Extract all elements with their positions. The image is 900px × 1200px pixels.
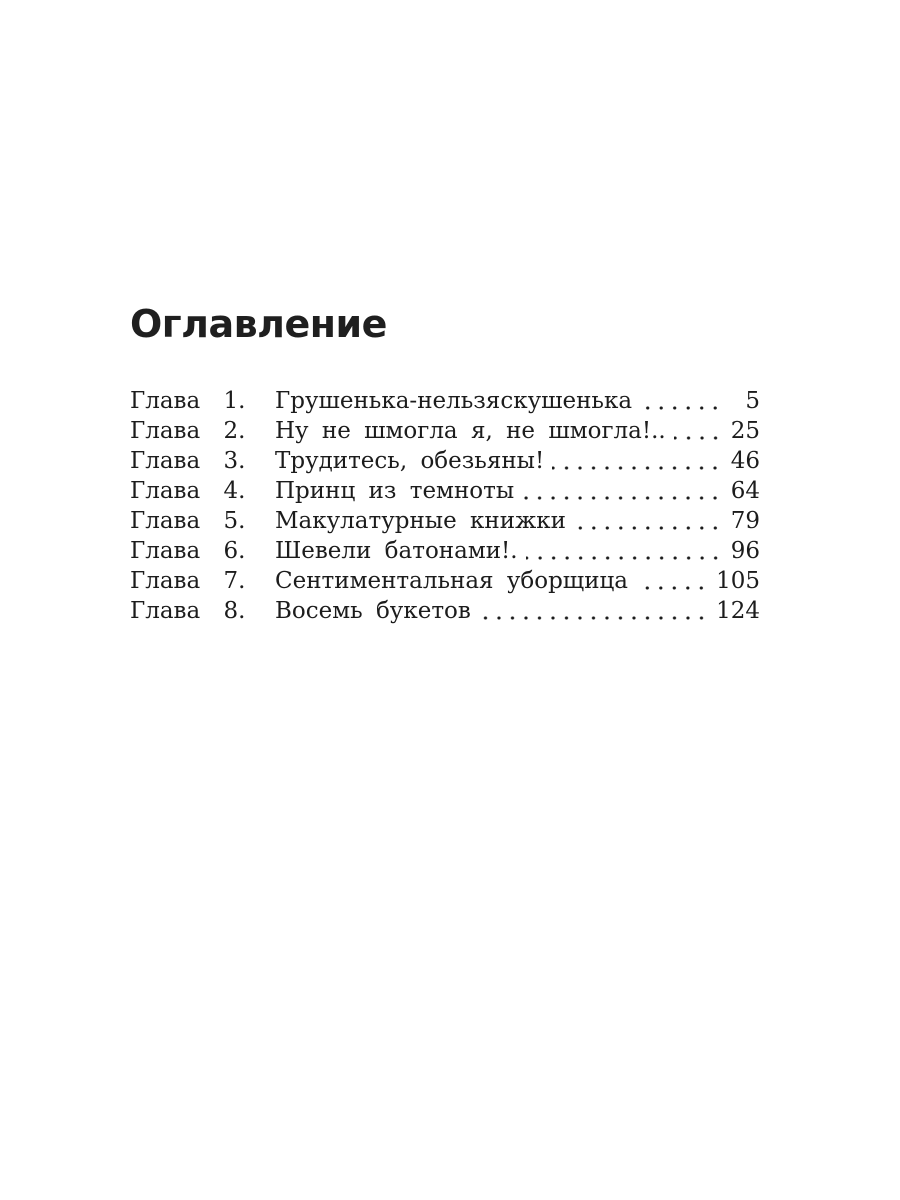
dot-leader xyxy=(640,386,726,416)
toc-entry-page: 105 xyxy=(716,568,760,594)
dot-leader xyxy=(674,416,726,446)
toc-entry-title: Грушенька-нельзяскушенька xyxy=(275,388,633,414)
toc-entry-title: Сентиментальная уборщица xyxy=(275,568,629,594)
toc-entry-page: 46 xyxy=(730,448,760,474)
toc-entry-title: Ну не шмогла я, не шмогла!.. xyxy=(275,418,666,444)
dot-leader xyxy=(552,446,726,476)
dot-leader xyxy=(479,596,712,626)
page-title: Оглавление xyxy=(130,302,387,346)
toc-entry-chapter: Глава 5. xyxy=(130,508,246,534)
toc-entry xyxy=(130,386,760,416)
toc-entry-title: Принц из темноты xyxy=(275,478,515,504)
toc-entry-page: 79 xyxy=(730,508,760,534)
toc-entry xyxy=(130,596,760,626)
toc-entry-chapter: Глава 2. xyxy=(130,418,246,444)
toc-entry-page: 96 xyxy=(730,538,760,564)
toc-entry-title: Восемь букетов xyxy=(275,598,471,624)
dot-leader xyxy=(526,536,726,566)
dot-leader xyxy=(522,476,726,506)
table-of-contents xyxy=(130,386,760,626)
toc-entry-page: 64 xyxy=(730,478,760,504)
toc-entry-page: 124 xyxy=(716,598,760,624)
toc-entry-chapter: Глава 8. xyxy=(130,598,246,624)
toc-entry-page: 5 xyxy=(745,388,760,414)
toc-entry-title: Трудитесь, обезьяны! xyxy=(275,448,545,474)
toc-entry-chapter: Глава 3. xyxy=(130,448,246,474)
toc-entry xyxy=(130,476,760,506)
toc-entry-page: 25 xyxy=(730,418,760,444)
toc-entry-title: Шевели батонами!. xyxy=(275,538,518,564)
toc-entry xyxy=(130,416,760,446)
toc-entry xyxy=(130,446,760,476)
dot-leader xyxy=(636,566,712,596)
dot-leader xyxy=(574,506,726,536)
toc-entry xyxy=(130,506,760,536)
toc-entry xyxy=(130,536,760,566)
toc-entry-chapter: Глава 1. xyxy=(130,388,246,414)
toc-entry xyxy=(130,566,760,596)
toc-entry-chapter: Глава 4. xyxy=(130,478,246,504)
toc-entry-chapter: Глава 7. xyxy=(130,568,246,594)
toc-entry-chapter: Глава 6. xyxy=(130,538,246,564)
toc-entry-title: Макулатурные книжки xyxy=(275,508,566,534)
